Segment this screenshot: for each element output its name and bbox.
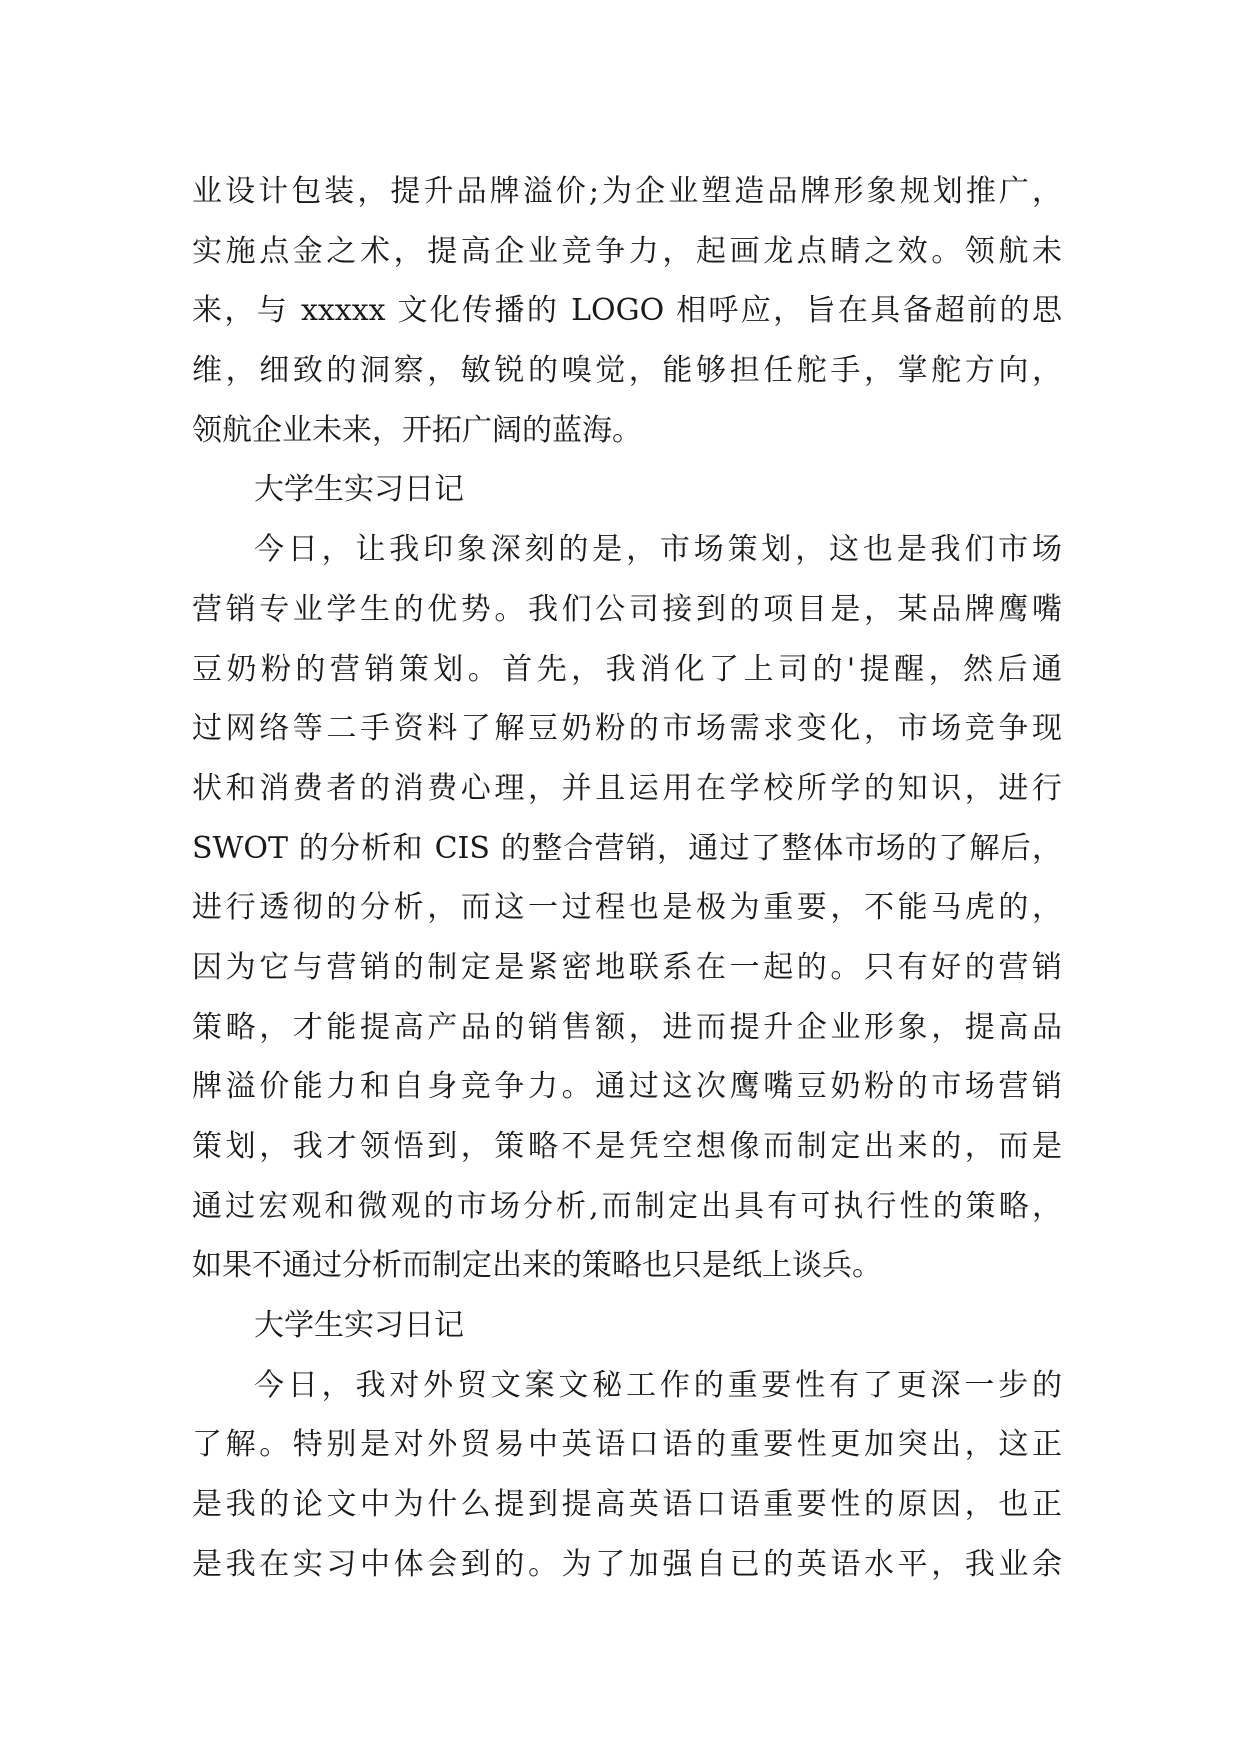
body-line: 如果不通过分析而制定出来的策略也只是纸上谈兵。 <box>192 1248 882 1284</box>
body-line: 通过宏观和微观的市场分析,而制定出具有可执行性的策略， <box>192 1188 1062 1224</box>
body-line: 牌溢价能力和自身竞争力。通过这次鹰嘴豆奶粉的市场营销 <box>192 1069 1062 1105</box>
body-line: 豆奶粉的营销策划。首先，我消化了上司的'提醒，然后通 <box>192 651 1062 687</box>
body-line: 了解。特别是对外贸易中英语口语的重要性更加突出，这正 <box>192 1427 1062 1463</box>
body-line: 领航企业未来，开拓广阔的蓝海。 <box>192 412 642 448</box>
body-line: SWOT 的分析和 CIS 的整合营销，通过了整体市场的了解后， <box>192 830 1062 866</box>
body-line: 策略，才能提高产品的销售额，进而提升企业形象，提高品 <box>192 1009 1062 1045</box>
body-line: 进行透彻的分析，而这一过程也是极为重要，不能马虎的， <box>192 890 1062 926</box>
body-line: 实施点金之术，提高企业竞争力，起画龙点睛之效。领航未 <box>192 233 1062 269</box>
body-line: 维，细致的洞察，敏锐的嗅觉，能够担任舵手，掌舵方向， <box>192 353 1062 389</box>
body-line: 今日，让我印象深刻的是，市场策划，这也是我们市场 <box>254 532 1062 568</box>
body-line: 状和消费者的消费心理，并且运用在学校所学的知识，进行 <box>192 770 1062 806</box>
document-body <box>192 162 1062 1595</box>
body-line: 业设计包装，提升品牌溢价;为企业塑造品牌形象规划推广， <box>192 174 1062 209</box>
section-heading: 大学生实习日记 <box>254 1308 464 1344</box>
body-line: 营销专业学生的优势。我们公司接到的项目是，某品牌鹰嘴 <box>192 591 1062 627</box>
body-line: 过网络等二手资料了解豆奶粉的市场需求变化，市场竞争现 <box>192 711 1062 747</box>
body-line: 因为它与营销的制定是紧密地联系在一起的。只有好的营销 <box>192 949 1062 985</box>
body-line: 来，与 xxxxx 文化传播的 LOGO 相呼应，旨在具备超前的思 <box>192 293 1062 329</box>
body-line: 今日，我对外贸文案文秘工作的重要性有了更深一步的 <box>254 1367 1062 1403</box>
body-line: 策划，我才领悟到，策略不是凭空想像而制定出来的，而是 <box>192 1129 1062 1164</box>
body-line: 是我在实习中体会到的。为了加强自已的英语水平，我业余 <box>192 1546 1062 1582</box>
body-line: 是我的论文中为什么提到提高英语口语重要性的原因，也正 <box>192 1487 1062 1523</box>
section-heading: 大学生实习日记 <box>254 472 464 508</box>
